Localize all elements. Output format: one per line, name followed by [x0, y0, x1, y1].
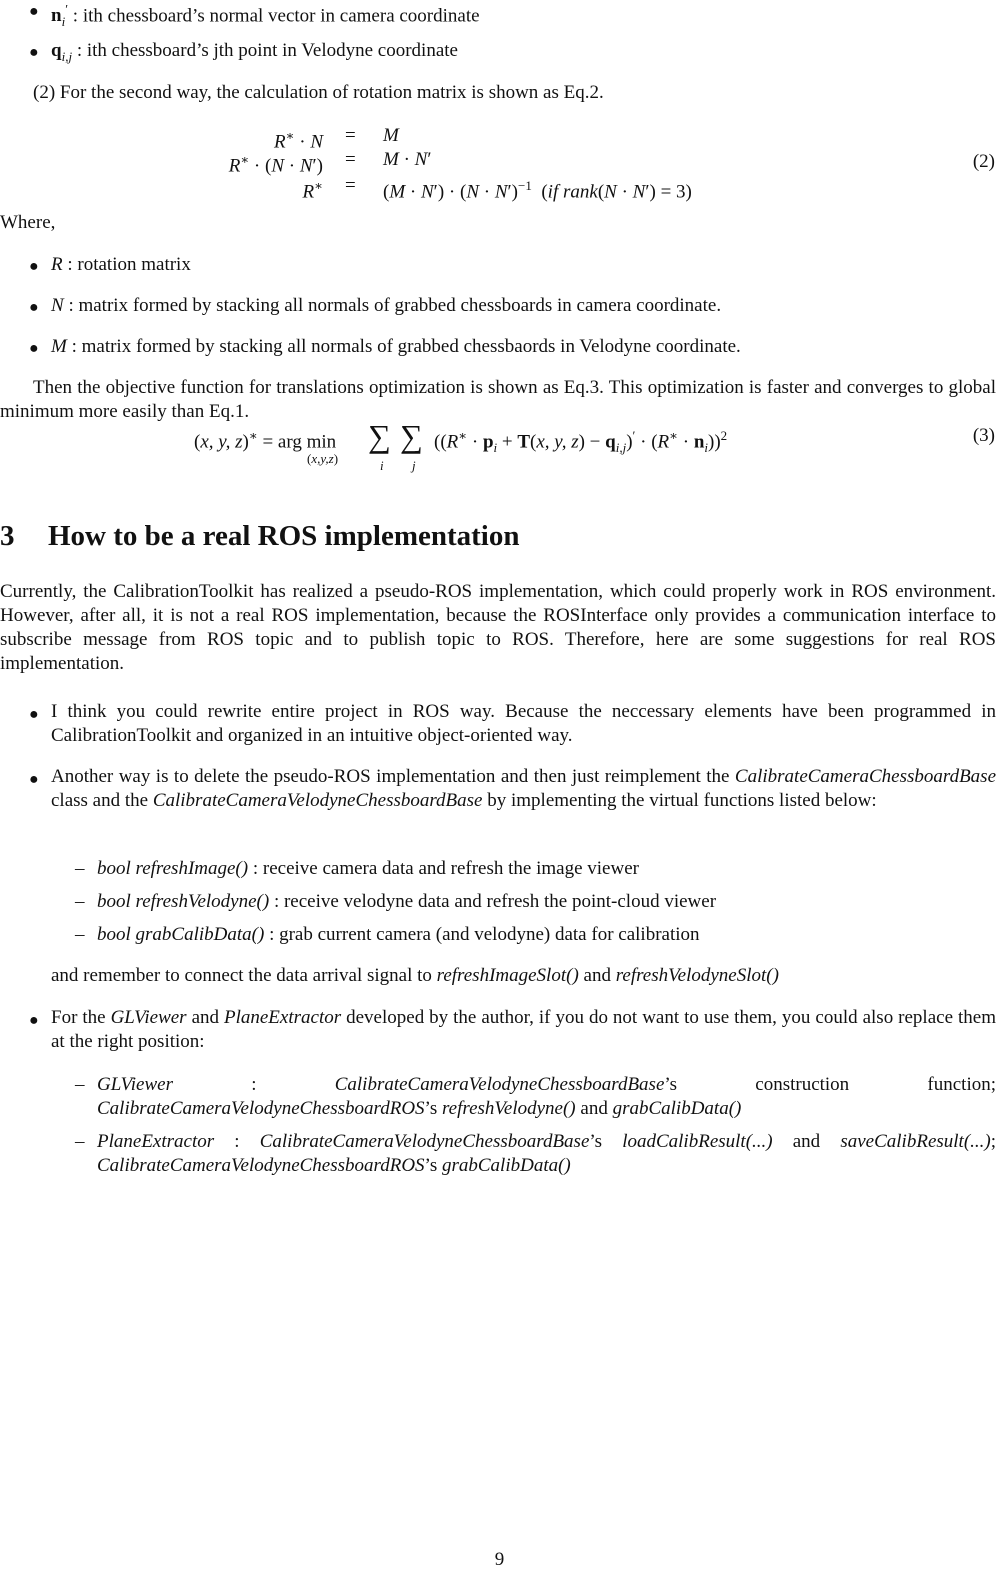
- class-name: CalibrateCameraChessboardBase: [734, 766, 996, 787]
- def-N: [51, 294, 721, 318]
- symbol-n-prime: $n_i'$: [51, 2, 69, 30]
- bullet-dot: ●: [29, 258, 39, 275]
- section-title: How to be a real ROS implementation: [48, 520, 520, 552]
- component-name: PlaneExtractor: [97, 1131, 215, 1152]
- function-name: refreshImageSlot(): [436, 965, 579, 986]
- class-name: CalibrateCameraVelodyneChessboardBase: [152, 790, 483, 811]
- def-point: [51, 39, 458, 69]
- component-name: GLViewer: [97, 1074, 173, 1095]
- symbol-N: N: [51, 295, 64, 316]
- class-name: CalibrateCameraVelodyneChessboardROS: [97, 1155, 425, 1176]
- eq2-number: (2): [972, 151, 995, 172]
- function-name: grabCalibData(): [441, 1155, 571, 1176]
- dash-marker: –: [75, 924, 85, 945]
- symbol-q: $q_{i,j}$: [51, 40, 73, 64]
- bullet-dot: ●: [29, 706, 39, 723]
- eq2-lhs-1: R∗ · N: [274, 128, 323, 153]
- second-way-text: (2) For the second way, the calculation of rotation matrix is shown as Eq.2.: [33, 82, 604, 103]
- symbol-M: M: [51, 336, 67, 357]
- section-number: 3: [0, 520, 15, 552]
- function-name: bool refreshImage(): [97, 858, 249, 879]
- def-text: : matrix formed by stacking all normals of grabbed chessbaords in Velodyne coordinate.: [66, 336, 741, 357]
- function-name: bool refreshVelodyne(): [97, 891, 270, 912]
- dash-marker: –: [75, 858, 85, 879]
- text: and: [772, 1131, 841, 1152]
- text: class and the: [51, 790, 153, 811]
- sum-i-index: i: [380, 458, 384, 473]
- text: ;: [990, 1131, 997, 1152]
- eq2-rhs-3: $(M \cdot N') \cdot (N \cdot N')^{-1}$ (if rank(N · N′) = 3): [383, 178, 692, 203]
- eq3-lhs: (x, y, z)∗ = arg min: [194, 428, 337, 453]
- def-text: : ith chessboard’s normal vector in camera coordinate: [68, 5, 480, 27]
- text: ’s construction function;: [664, 1074, 996, 1095]
- func-grab-calib: [97, 923, 996, 947]
- remember-line: [51, 964, 779, 988]
- def-normal-vector: [51, 0, 480, 34]
- sum-j-index: j: [412, 458, 416, 473]
- def-text: : ith chessboard’s jth point in Velodyne coordinate: [72, 40, 458, 61]
- suggestion-rewrite: I think you could rewrite entire project in ROS way. Because the neccessary elements have been programmed in CalibrationToolkit and organized in an intuitive object-oriented way.: [51, 701, 996, 746]
- dash-marker: –: [75, 1131, 85, 1152]
- text: and: [578, 965, 616, 986]
- eq2-lhs-3: R∗: [302, 178, 323, 203]
- eq2-rhs-2: M · N′: [383, 149, 432, 170]
- text: and: [575, 1098, 613, 1119]
- function-name: loadCalibResult(...): [622, 1131, 773, 1152]
- eq2-rhs-1: M: [383, 125, 399, 146]
- function-desc: : grab current camera (and velodyne) data for calibration: [264, 924, 700, 945]
- eq3-argmin-subscript: (x,y,z): [307, 451, 339, 466]
- section-heading: [0, 520, 520, 552]
- function-name: refreshVelodyne(): [441, 1098, 576, 1119]
- text: ’s: [424, 1098, 442, 1119]
- class-name: CalibrateCameraVelodyneChessboardBase: [334, 1074, 665, 1095]
- where-label: Where,: [0, 212, 56, 233]
- text: For the: [51, 1007, 111, 1028]
- def-M: [51, 335, 741, 359]
- component-name: PlaneExtractor: [223, 1007, 342, 1028]
- class-name: CalibrateCameraVelodyneChessboardROS: [97, 1098, 425, 1119]
- def-text: : rotation matrix: [62, 254, 191, 275]
- text: ’s: [589, 1131, 623, 1152]
- dash-marker: –: [75, 1074, 85, 1095]
- def-R: [51, 253, 191, 277]
- function-desc: : receive camera data and refresh the image viewer: [248, 858, 639, 879]
- suggestion-reimplement: [51, 765, 996, 813]
- function-desc: : receive velodyne data and refresh the point-cloud viewer: [269, 891, 717, 912]
- eq3-number: (3): [972, 425, 995, 446]
- text: developed by the author, if you do not want to use them, you could also replace them at the right position:: [51, 1007, 996, 1052]
- bullet-dot: ●: [29, 1012, 39, 1029]
- symbol-R: R: [51, 254, 63, 275]
- dash-marker: –: [75, 891, 85, 912]
- sum-j-symbol: ∑: [400, 418, 423, 454]
- glviewer-item: GLViewer : CalibrateCameraVelodyneChessboardBase’s construction function; CalibrateCameraVelodyneChessboardROS’s refreshVelodyne() and grabCalibData(): [97, 1074, 996, 1119]
- text: and: [186, 1007, 224, 1028]
- text: ’s: [424, 1155, 442, 1176]
- bullet-dot: ●: [29, 3, 39, 20]
- eq2-lhs-2: R∗ · (N · N′): [228, 152, 323, 177]
- function-name: refreshVelodyneSlot(): [615, 965, 779, 986]
- func-refresh-image: [97, 857, 996, 881]
- def-text: : matrix formed by stacking all normals of grabbed chessboards in camera coordinate.: [63, 295, 722, 316]
- eq2-eq-2: =: [345, 149, 356, 170]
- function-name: grabCalibData(): [612, 1098, 742, 1119]
- page-number: 9: [494, 1549, 505, 1570]
- eq2-eq-1: =: [345, 125, 356, 146]
- bullet-dot: ●: [29, 771, 39, 788]
- eq2-eq-3: =: [345, 175, 356, 196]
- intro-paragraph: Currently, the CalibrationToolkit has realized a pseudo-ROS implementation, which could properly work in ROS environment. However, after all, it is not a real ROS implementation, because the ROSInterface only provides a communication interface to subscribe message from ROS topic and to publish topic to ROS. Therefore, here are some suggestions for real ROS implementation.: [0, 581, 996, 674]
- planeextractor-item: PlaneExtractor : CalibrateCameraVelodyneChessboardBase’s loadCalibResult(...) and saveCalibResult(...); CalibrateCameraVelodyneChessboardROS’s grabCalibData(): [97, 1131, 997, 1176]
- bullet-dot: ●: [29, 44, 39, 61]
- text: by implementing the virtual functions listed below:: [482, 790, 877, 811]
- function-name: saveCalibResult(...): [840, 1131, 991, 1152]
- func-refresh-velodyne: [97, 890, 996, 914]
- suggestion-replace-components: [51, 1006, 996, 1054]
- objective-paragraph: Then the objective function for translations optimization is shown as Eq.3. This optimization is faster and converges to global minimum more easily than Eq.1.: [0, 377, 996, 422]
- text: and remember to connect the data arrival signal to: [51, 965, 437, 986]
- bullet-dot: ●: [29, 299, 39, 316]
- text: Another way is to delete the pseudo-ROS implementation and then just reimplement the: [51, 766, 735, 787]
- sum-i-symbol: ∑: [368, 418, 391, 454]
- bullet-dot: ●: [29, 340, 39, 357]
- function-name: bool grabCalibData(): [97, 924, 265, 945]
- class-name: CalibrateCameraVelodyneChessboardBase: [259, 1131, 590, 1152]
- eq3-body: (($R^∗ \cdot p_i + T(x$, y, $z) - q_{i,j})' \cdot (R^∗ \cdot n_i))^2$: [434, 428, 728, 456]
- component-name: GLViewer: [110, 1007, 187, 1028]
